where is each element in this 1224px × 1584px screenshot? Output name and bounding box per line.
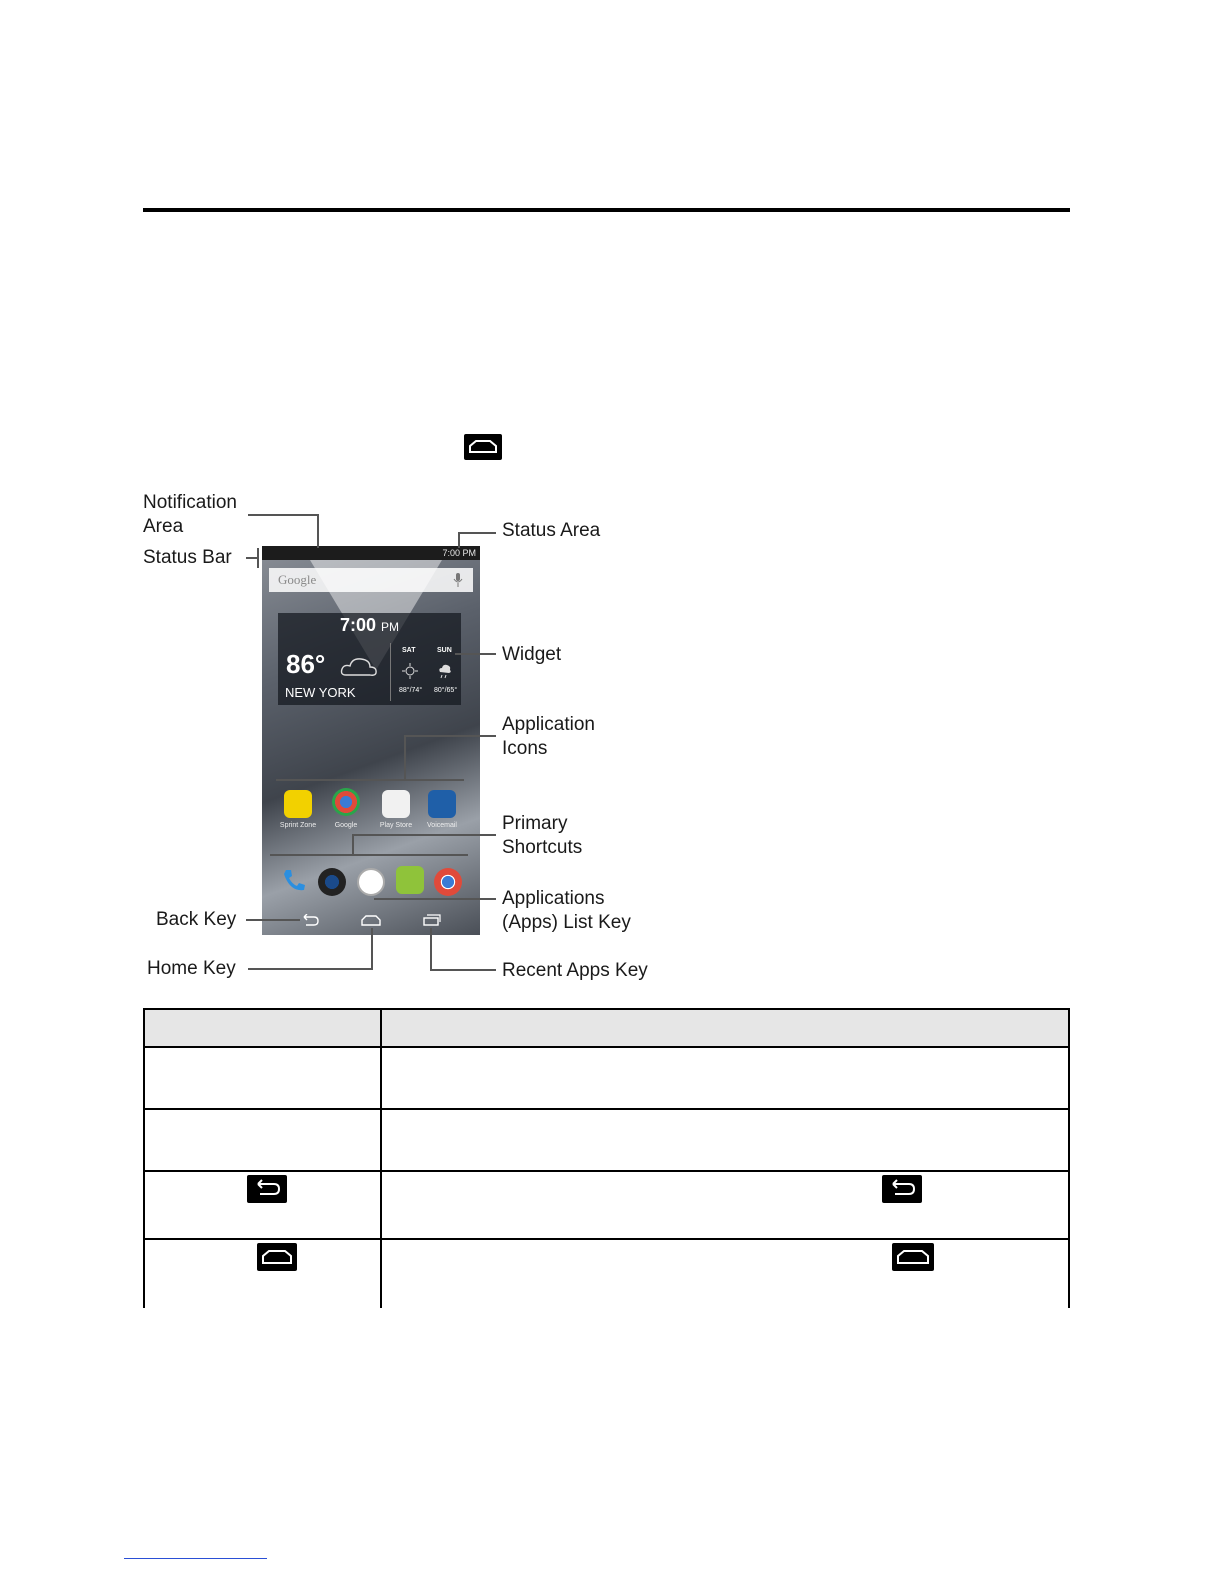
rain-icon: [437, 663, 453, 679]
temperature: 86°: [286, 649, 326, 679]
leader-recent-h: [430, 969, 496, 971]
callout-application-icons: Application Icons: [502, 714, 595, 759]
status-time: 7:00 PM: [442, 548, 476, 558]
table-cell: [144, 1239, 381, 1308]
table-row: [144, 1047, 1069, 1109]
table-cell: [381, 1239, 1069, 1308]
leader-status-area-h: [458, 532, 496, 534]
heading-rule: [143, 208, 1070, 212]
leader-apps-list: [374, 898, 496, 900]
app-label-play-store: Play Store: [379, 822, 413, 829]
cloud-icon: [340, 655, 378, 679]
app-label-voicemail: Voicemail: [427, 822, 457, 829]
callout-home-key: Home Key: [147, 958, 236, 979]
table-cell: [381, 1109, 1069, 1171]
sun-icon: [402, 663, 418, 679]
callout-recent-apps-key: Recent Apps Key: [502, 960, 648, 981]
callout-primary-shortcuts: Primary Shortcuts: [502, 813, 583, 858]
callout-widget: Widget: [502, 644, 562, 665]
table-header-cell: [144, 1009, 381, 1047]
leader-back-key: [246, 919, 300, 921]
day-sun: SUN: [437, 647, 452, 654]
table-row: [144, 1109, 1069, 1171]
apps-list-shortcut-icon: [357, 868, 385, 896]
table-cell: [144, 1171, 381, 1239]
keys-table: [143, 1008, 1070, 1308]
table-cell: [381, 1047, 1069, 1109]
sprint-zone-app-icon: [284, 790, 312, 818]
app-label-google: Google: [334, 822, 358, 829]
back-key-icon: [300, 914, 320, 926]
callout-status-bar: Status Bar: [143, 547, 232, 568]
leader-shortcuts-h: [352, 834, 496, 836]
table-row: [144, 1239, 1069, 1308]
clock-ampm: PM: [381, 620, 400, 634]
recent-apps-key-icon: [422, 914, 442, 926]
callout-apps-list-key: Applications (Apps) List Key: [502, 888, 631, 933]
home-key-icon: [892, 1243, 934, 1271]
camera-shortcut-icon: [318, 868, 346, 896]
city-name: NEW YORK: [285, 685, 356, 700]
table-cell: [144, 1047, 381, 1109]
table-row: [144, 1171, 1069, 1239]
leader-status-bar-v: [257, 548, 259, 568]
leader-notification-area-h: [248, 514, 318, 516]
range-sun: 80°/65°: [434, 687, 458, 694]
leader-app-icons-h: [404, 735, 496, 737]
day-sat: SAT: [402, 647, 416, 654]
messaging-shortcut-icon: [396, 866, 424, 894]
range-sat: 88°/74°: [399, 687, 423, 694]
back-key-icon: [882, 1175, 922, 1203]
leader-status-area-v: [458, 532, 460, 548]
leader-home-key-h: [248, 968, 372, 970]
table-header-cell: [381, 1009, 1069, 1047]
search-widget: [269, 568, 473, 592]
leader-app-icons-bracket: [276, 779, 464, 781]
chrome-shortcut-icon: [434, 868, 462, 896]
play-store-app-icon: [382, 790, 410, 818]
leader-notification-area-v: [317, 514, 319, 548]
callout-back-key: Back Key: [156, 909, 237, 930]
status-bar: [262, 546, 480, 560]
voicemail-app-icon: [428, 790, 456, 818]
widget-divider: [390, 643, 391, 701]
table-header-row: [144, 1009, 1069, 1047]
leader-recent-v: [430, 928, 432, 970]
search-logo: Google: [278, 572, 317, 587]
clock-time: 7:00: [340, 615, 377, 635]
home-key-icon: [464, 434, 502, 460]
callout-status-area: Status Area: [502, 520, 601, 541]
leader-home-key-v: [371, 928, 373, 970]
weather-widget: [278, 613, 461, 705]
back-key-icon: [247, 1175, 287, 1203]
leader-shortcuts-v: [352, 834, 354, 854]
phone-home-screen: [262, 546, 480, 935]
callout-notification-area: Notification Area: [143, 492, 237, 537]
leader-shortcuts-bracket: [270, 854, 468, 856]
footer-link-underline[interactable]: [124, 1558, 267, 1559]
microphone-icon: [453, 573, 463, 587]
leader-app-icons-v: [404, 735, 406, 779]
leader-widget: [455, 653, 496, 655]
table-cell: [144, 1109, 381, 1171]
home-key-icon: [360, 914, 382, 926]
home-key-icon: [257, 1243, 297, 1271]
app-label-sprint-zone: Sprint Zone: [279, 822, 317, 829]
table-cell: [381, 1171, 1069, 1239]
phone-shortcut-icon: [280, 866, 308, 894]
google-app-icon: [332, 788, 360, 816]
